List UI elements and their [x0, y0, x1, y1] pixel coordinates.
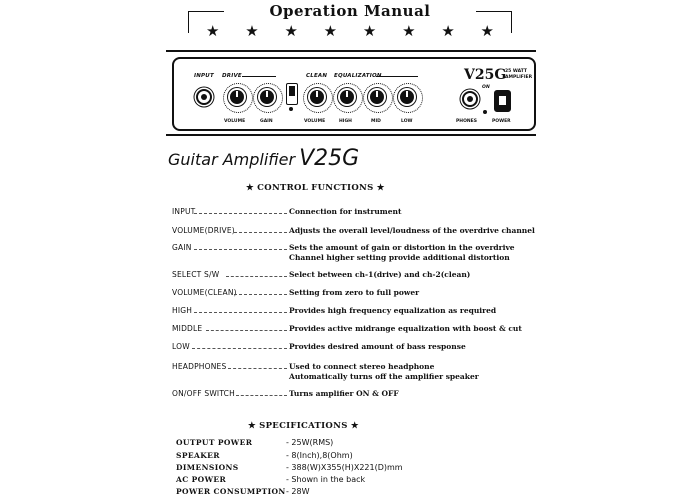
power-switch[interactable]	[494, 90, 511, 112]
function-term: ON/OFF SWITCH	[172, 389, 235, 398]
function-desc-line-2: Channel higher setting provide additional distortion	[289, 253, 510, 262]
spec-value: - 28W	[286, 487, 310, 496]
leader-dots	[194, 312, 287, 313]
function-desc: Setting from zero to full power	[289, 288, 420, 297]
phones-label: PHONES	[456, 119, 477, 124]
control-functions-title: ★ CONTROL FUNCTIONS ★	[246, 183, 385, 193]
function-desc: Used to connect stereo headphone	[289, 362, 435, 371]
leader-dots	[226, 276, 287, 277]
model-badge: V25G	[464, 67, 507, 83]
star-icon: ★	[245, 22, 259, 40]
gain-knob[interactable]	[260, 90, 274, 104]
function-desc: Provides desired amount of bass response	[289, 342, 466, 351]
high-label: HIGH	[339, 119, 352, 124]
divider-middle	[166, 134, 536, 136]
equalization-label: EQUALIZATION	[334, 73, 382, 79]
function-row	[172, 226, 535, 238]
function-term: INPUT	[172, 207, 196, 216]
function-term: SELECT S/W	[172, 270, 220, 279]
leader-dots	[236, 395, 287, 396]
volume-clean-label: VOLUME	[304, 119, 326, 124]
amp-front-panel	[172, 57, 536, 131]
high-knob[interactable]	[340, 90, 354, 104]
page-title	[168, 146, 359, 171]
function-desc: Adjusts the overall level/loudness of the overdrive channel	[289, 226, 535, 235]
star-icon: ★	[402, 22, 416, 40]
function-term: HIGH	[172, 306, 193, 315]
leader-dots	[194, 213, 287, 214]
title-model: V25G	[299, 146, 360, 171]
leader-dots	[228, 368, 287, 369]
phones-jack[interactable]	[462, 91, 478, 107]
divider-top	[166, 50, 536, 52]
leader-dots	[206, 330, 287, 331]
spec-term: DIMENSIONS	[176, 463, 239, 472]
clean-label: CLEAN	[306, 73, 328, 79]
spec-term: POWER CONSUMPTION	[176, 487, 286, 496]
banner-stars	[206, 24, 494, 39]
function-row	[172, 306, 532, 318]
title-prefix: Guitar Amplifier	[168, 150, 296, 169]
input-jack[interactable]	[196, 89, 212, 105]
spec-value: - Shown in the back	[286, 475, 366, 484]
mid-label: MID	[371, 119, 381, 124]
function-row	[172, 362, 532, 381]
function-desc: Sets the amount of gain or distortion in the overdrive	[289, 243, 515, 252]
low-label: LOW	[401, 119, 413, 124]
model-sub-line-1: 25 WATT	[505, 69, 527, 74]
star-icon: ★	[206, 22, 220, 40]
function-desc: Turns amplifier ON & OFF	[289, 389, 399, 398]
function-term: HEADPHONES	[172, 362, 227, 371]
function-desc-line-2: Automatically turns off the amplifier speaker	[289, 372, 479, 381]
star-icon: ★	[441, 22, 455, 40]
spec-value: - 25W(RMS)	[286, 438, 334, 447]
leader-dots	[234, 294, 287, 295]
function-term: MIDDLE	[172, 324, 203, 333]
low-knob[interactable]	[400, 90, 414, 104]
leader-dots	[192, 348, 287, 349]
leader-dots	[194, 249, 287, 250]
function-term: VOLUME(CLEAN)	[172, 288, 237, 297]
function-row	[172, 243, 532, 262]
star-icon: ★	[480, 22, 494, 40]
function-desc: Provides active midrange equalization with boost & cut	[289, 324, 522, 333]
spec-value: - 388(W)X355(H)X221(D)mm	[286, 463, 403, 472]
channel-select-switch[interactable]	[286, 83, 298, 105]
drive-underline	[242, 76, 276, 77]
function-desc: Select between ch-1(drive) and ch-2(clean)	[289, 270, 471, 279]
manual-title: Operation Manual	[269, 2, 431, 20]
clean-volume-knob[interactable]	[310, 90, 324, 104]
eq-underline	[376, 76, 418, 77]
spec-term: SPEAKER	[176, 451, 220, 460]
star-icon: ★	[362, 22, 377, 40]
function-row	[172, 270, 532, 282]
on-label: ON	[482, 85, 490, 90]
drive-label: DRIVE	[222, 73, 242, 79]
gain-label: GAIN	[260, 119, 273, 124]
volume-drive-label: VOLUME	[224, 119, 246, 124]
drive-volume-knob[interactable]	[230, 90, 244, 104]
function-row	[172, 389, 532, 401]
function-term: VOLUME(DRIVE)	[172, 226, 235, 235]
mid-knob[interactable]	[370, 90, 384, 104]
function-term: LOW	[172, 342, 190, 351]
star-icon: ★	[284, 22, 298, 40]
spec-value: - 8(Inch),8(Ohm)	[286, 451, 353, 460]
specifications-title: ★ SPECIFICATIONS ★	[248, 421, 359, 431]
spec-term: OUTPUT POWER	[176, 438, 253, 447]
spec-term: AC POWER	[176, 475, 227, 484]
power-led	[483, 110, 487, 114]
function-row	[172, 207, 532, 219]
function-row	[172, 342, 532, 354]
leader-dots	[234, 232, 287, 233]
channel-led	[289, 107, 293, 111]
power-label: POWER	[492, 119, 511, 124]
star-icon: ★	[323, 22, 338, 40]
input-label: INPUT	[194, 73, 214, 79]
function-row	[172, 324, 532, 336]
function-term: GAIN	[172, 243, 192, 252]
function-row	[172, 288, 532, 300]
model-sub-line-2: AMPLIFIER	[505, 75, 533, 80]
function-desc: Provides high frequency equalization as required	[289, 306, 497, 315]
function-desc: Connection for instrument	[289, 207, 402, 216]
manual-banner	[188, 2, 512, 42]
